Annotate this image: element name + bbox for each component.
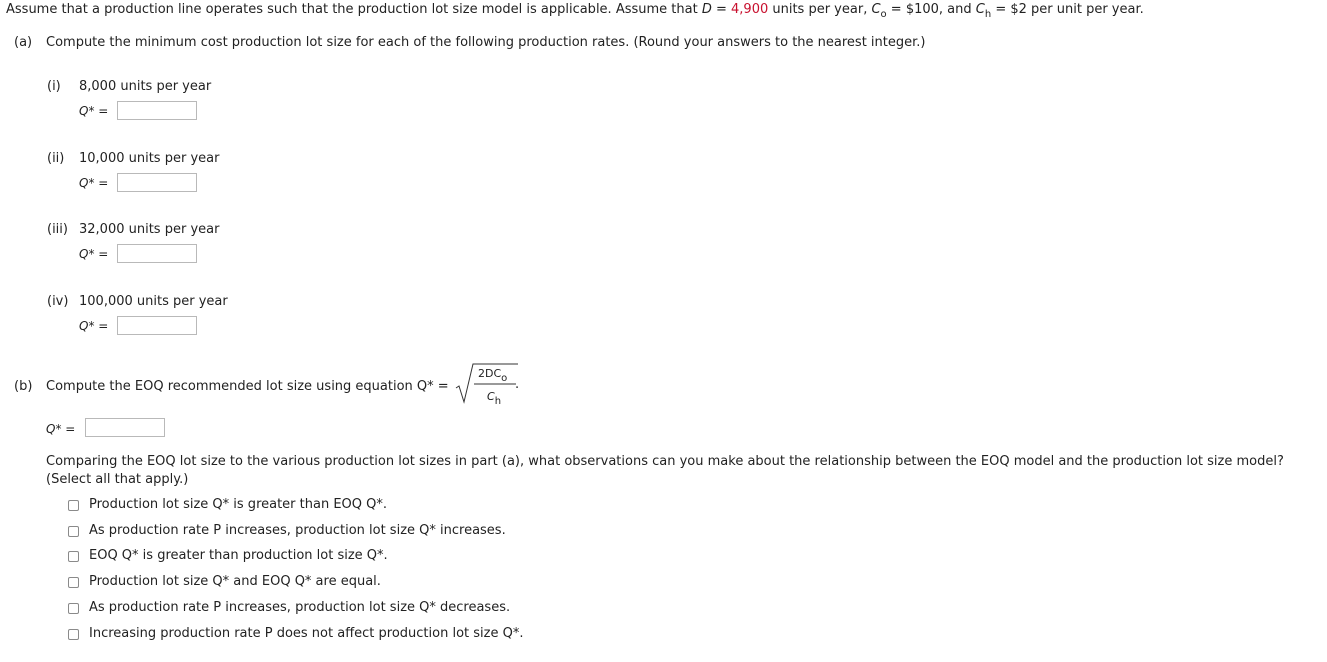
- option-5-label: As production rate P increases, production lot size Q* decreases.: [89, 600, 511, 615]
- option-4-checkbox[interactable]: [68, 577, 79, 588]
- option-3-label: EOQ Q* is greater than production lot size Q*.: [89, 548, 388, 563]
- part-b-q-label: Q* =: [46, 422, 76, 436]
- item-iv-number: (iv): [47, 294, 69, 309]
- compare-question: Comparing the EOQ lot size to the various production lot sizes in part (a), what observations can you make about the relationship between the EOQ model and the production lot size model?: [46, 454, 1284, 469]
- item-iii-number: (iii): [47, 222, 68, 237]
- item-ii-q-label: Q* =: [79, 176, 109, 190]
- problem-statement: Assume that a production line operates such that the production lot size model is applicable. Assume that D = 4,900 units per year, $C_o$ = $100, and $C_h$ = $2 per unit per year.: [6, 2, 1144, 20]
- part-b-prompt: Compute the EOQ recommended lot size using equation Q* =: [46, 379, 449, 394]
- option-3-checkbox[interactable]: [68, 551, 79, 562]
- select-all-note: (Select all that apply.): [46, 472, 189, 487]
- item-ii-number: (ii): [47, 151, 65, 166]
- formula-denominator: Ch: [487, 390, 502, 407]
- formula-period: .: [515, 377, 520, 392]
- part-b-label: (b): [14, 379, 33, 394]
- item-ii-answer-input[interactable]: [117, 173, 197, 192]
- option-1-label: Production lot size Q* is greater than EOQ Q*.: [89, 497, 388, 512]
- demand-value: 4,900: [731, 2, 769, 17]
- part-a-label: (a): [14, 35, 33, 50]
- option-6-checkbox[interactable]: [68, 629, 79, 640]
- item-iv-q-label: Q* =: [79, 319, 109, 333]
- option-2-checkbox[interactable]: [68, 526, 79, 537]
- item-i-q-label: Q* =: [79, 104, 109, 118]
- item-iv-answer-input[interactable]: [117, 316, 197, 335]
- option-4-label: Production lot size Q* and EOQ Q* are equal.: [89, 574, 381, 589]
- item-ii-rate: 10,000 units per year: [79, 151, 220, 166]
- item-i-rate: 8,000 units per year: [79, 79, 212, 94]
- option-5-checkbox[interactable]: [68, 603, 79, 614]
- item-iii-rate: 32,000 units per year: [79, 222, 220, 237]
- option-2-label: As production rate P increases, production lot size Q* increases.: [89, 523, 506, 538]
- part-a-prompt: Compute the minimum cost production lot size for each of the following production rates. (Round your answers to the nearest integer.): [46, 35, 926, 50]
- option-6-label: Increasing production rate P does not affect production lot size Q*.: [89, 626, 524, 641]
- formula-numerator: 2DCo: [478, 367, 508, 384]
- item-i-answer-input[interactable]: [117, 101, 197, 120]
- item-i-number: (i): [47, 79, 61, 94]
- item-iii-answer-input[interactable]: [117, 244, 197, 263]
- item-iv-rate: 100,000 units per year: [79, 294, 228, 309]
- option-1-checkbox[interactable]: [68, 500, 79, 511]
- item-iii-q-label: Q* =: [79, 247, 109, 261]
- part-b-answer-input[interactable]: [85, 418, 165, 437]
